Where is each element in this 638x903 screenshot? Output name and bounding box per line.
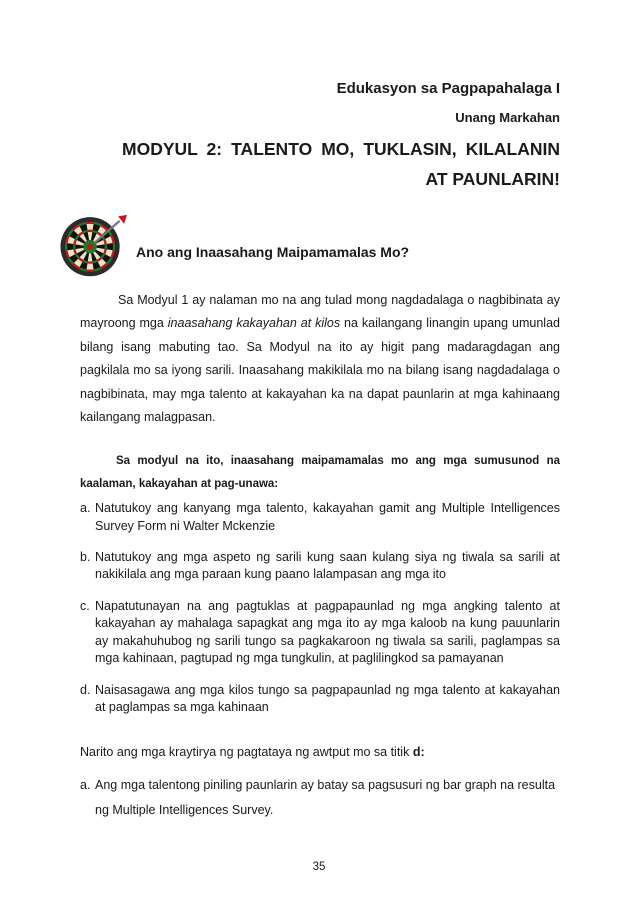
- objective-item: [80, 549, 560, 584]
- objective-text: Natutukoy ang kanyang mga talento, kakayahan gamit ang Multiple Intelligences Survey Form ni Walter Mckenzie: [95, 501, 560, 533]
- criteria-text: Ang mga talentong piniling paunlarin ay batay sa pagsusuri ng bar graph na resulta ng Multiple Intelligences Survey.: [95, 778, 556, 817]
- intro-paragraph: [80, 289, 560, 429]
- objective-item: [80, 500, 560, 535]
- criteria-intro: [80, 745, 425, 759]
- module-title: MODYUL 2: TALENTO MO, TUKLASIN, KILALANIN AT PAUNLARIN!: [122, 139, 560, 189]
- objective-label: b.: [80, 549, 91, 564]
- dartboard-icon: [56, 206, 130, 280]
- objective-label: d.: [80, 682, 91, 697]
- objective-item: [80, 682, 560, 717]
- objective-label: c.: [80, 598, 90, 613]
- page-number: 35: [312, 861, 326, 873]
- criteria-item: [80, 773, 560, 823]
- objective-text: Napatutunayan na ang pagtuklas at pagpapaunlad ng mga angking talento at kakayahan ay mahalaga sapagkat ang mga ito ay mga kaloob na kung pauunlarin ay makahuhubog ng sarili tungo sa pagkakaroon ng tiwala sa sarili, paglampas sa mga kahinaan, pagtupad ng mga tungkulin, at paglilingkod sa pamayanan: [95, 598, 560, 666]
- objective-text: Naisasagawa ang mga kilos tungo sa pagpapaunlad ng mga talento at kakayahan at paglampas sa mga kahinaan: [95, 682, 560, 715]
- objective-item: [80, 598, 560, 668]
- criteria-intro-letter: d:: [412, 745, 425, 759]
- criteria-intro-text: Narito ang mga kraytirya ng pagtataya ng awtput mo sa titik: [80, 745, 413, 759]
- section-heading: Ano ang Inaasahang Maipamamalas Mo?: [136, 244, 410, 260]
- intro-text-2: na kailangang linangin upang umunlad bilang isang mabuting tao. Sa Modyul na ito ay higit pang madaragdagan ang pagkilala mo sa iyong sarili. Inaasahang makikilala mo na bilang isang nagdadalaga o nagbibinata, may mga talento at kakayahan ka na dapat paunlarin at mga kahinaang kailangang malagpasan.: [80, 316, 560, 425]
- objective-text: Natutukoy ang mga aspeto ng sarili kung saan kulang siya ng tiwala sa sarili at nakikilala ang mga paraan kung paano lalampasan ang mga ito: [95, 549, 560, 582]
- intro-emphasis: inaasahang kakayahan at kilos: [167, 316, 341, 331]
- quarter-label: Unang Markahan: [455, 110, 560, 125]
- criteria-label: a.: [80, 778, 91, 792]
- objective-label: a.: [80, 501, 91, 515]
- objectives-list: [80, 500, 560, 730]
- intro-text-1: Sa Modyul 1 ay nalaman mo na ang tulad mong nagdadalaga o nagbibinata ay mayroong mga: [80, 293, 560, 331]
- subject-title: Edukasyon sa Pagpapahalaga I: [336, 80, 560, 97]
- criteria-list: [80, 773, 560, 823]
- objectives-lead: Sa modyul na ito, inaasahang maipamamalas mo ang mga sumusunod na kaalaman, kakayahan at pag-unawa:: [80, 455, 560, 490]
